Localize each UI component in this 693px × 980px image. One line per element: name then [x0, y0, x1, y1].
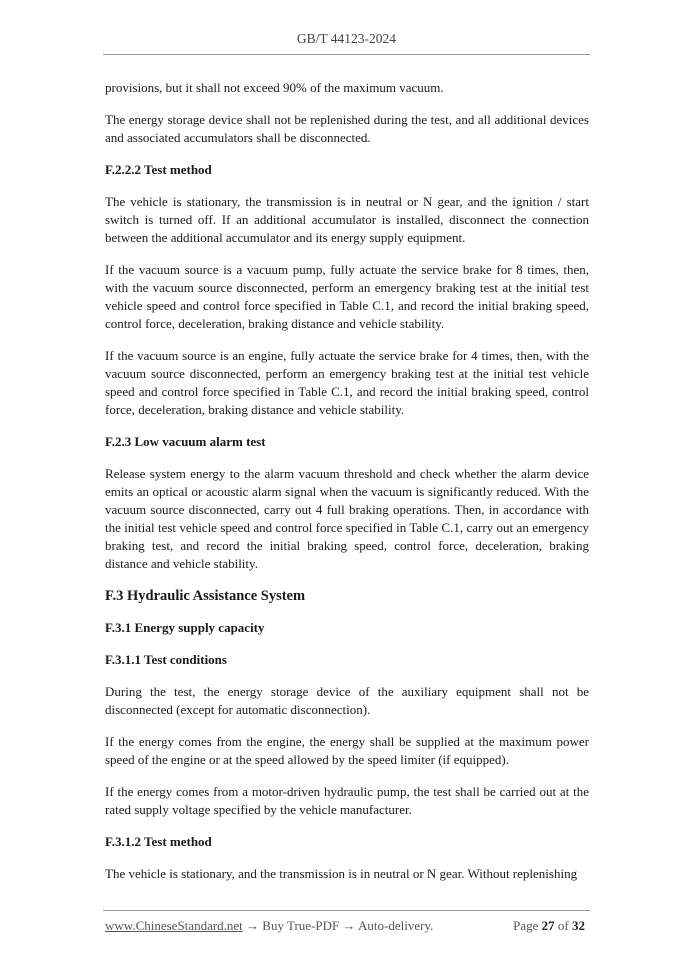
- footer-links: [105, 918, 433, 934]
- document-body: [105, 79, 589, 897]
- page-header: [0, 31, 693, 47]
- paragraph: If the energy comes from a motor-driven hydraulic pump, the test shall be carried out at the rated supply voltage specified by the vehicle manufacturer.: [105, 784, 589, 817]
- paragraph: During the test, the energy storage device of the auxiliary equipment shall not be disconnected (except for automatic disconnection).: [105, 684, 589, 717]
- paragraph: The energy storage device shall not be replenished during the test, and all additional devices and associated accumulators shall be disconnected.: [105, 112, 589, 145]
- paragraph: Release system energy to the alarm vacuum threshold and check whether the alarm device emits an optical or acoustic alarm signal when the vacuum is significantly reduced. With the vacuum source disconnected, carry out 4 full braking operations. Then, in accordance with the initial test vehicle speed and control force specified in Table C.1, carry out an emergency braking test, and record the initial braking speed, control force, deceleration, braking distance and vehicle stability.: [105, 466, 589, 571]
- site-link[interactable]: www.ChineseStandard.net: [105, 918, 243, 933]
- total-pages: 32: [572, 918, 585, 933]
- paragraph: If the energy comes from the engine, the energy shall be supplied at the maximum power speed of the engine or at the speed allowed by the speed limiter (if equipped).: [105, 734, 589, 767]
- section-heading-f311: F.3.1.1 Test conditions: [105, 652, 227, 667]
- paragraph: The vehicle is stationary, the transmission is in neutral or N gear, and the ignition / start switch is turned off. If an additional accumulator is installed, disconnect the connection between the additional accumulator and its energy supply equipment.: [105, 194, 589, 245]
- of-label: of: [557, 918, 569, 933]
- arrow-right-icon: →: [342, 918, 356, 933]
- current-page: 27: [541, 918, 555, 933]
- section-heading-f3: F.3 Hydraulic Assistance System: [105, 588, 306, 604]
- page-number: [513, 918, 585, 934]
- section-heading-f312: F.3.1.2 Test method: [105, 834, 212, 849]
- page-label: Page: [513, 918, 539, 933]
- standard-code: GB/T 44123-2024: [296, 31, 397, 46]
- buy-pdf-link[interactable]: Buy True-PDF: [262, 918, 340, 933]
- arrow-right-icon: →: [246, 918, 260, 933]
- section-heading-f23: F.2.3 Low vacuum alarm test: [105, 434, 266, 449]
- paragraph: If the vacuum source is an engine, fully actuate the service brake for 4 times, then, with the vacuum source disconnected, perform an emergency braking test at the initial test vehicle speed and control force specified in Table C.1, and record the initial braking speed, control force, deceleration, braking distance and vehicle stability.: [105, 348, 589, 417]
- section-heading-f31: F.3.1 Energy supply capacity: [105, 620, 265, 635]
- paragraph: provisions, but it shall not exceed 90% of the maximum vacuum.: [105, 80, 444, 95]
- footer-divider: [103, 910, 590, 911]
- auto-delivery-text: Auto-delivery.: [358, 918, 434, 933]
- paragraph: If the vacuum source is a vacuum pump, fully actuate the service brake for 8 times, then, with the vacuum source disconnected, perform an emergency braking test at the initial test vehicle speed and control force specified in Table C.1, and record the initial braking speed, control force, deceleration, braking distance and vehicle stability.: [105, 262, 589, 331]
- section-heading-f222: F.2.2.2 Test method: [105, 162, 212, 177]
- header-divider: [103, 54, 590, 55]
- paragraph: The vehicle is stationary, and the transmission is in neutral or N gear. Without replenishing: [105, 866, 578, 881]
